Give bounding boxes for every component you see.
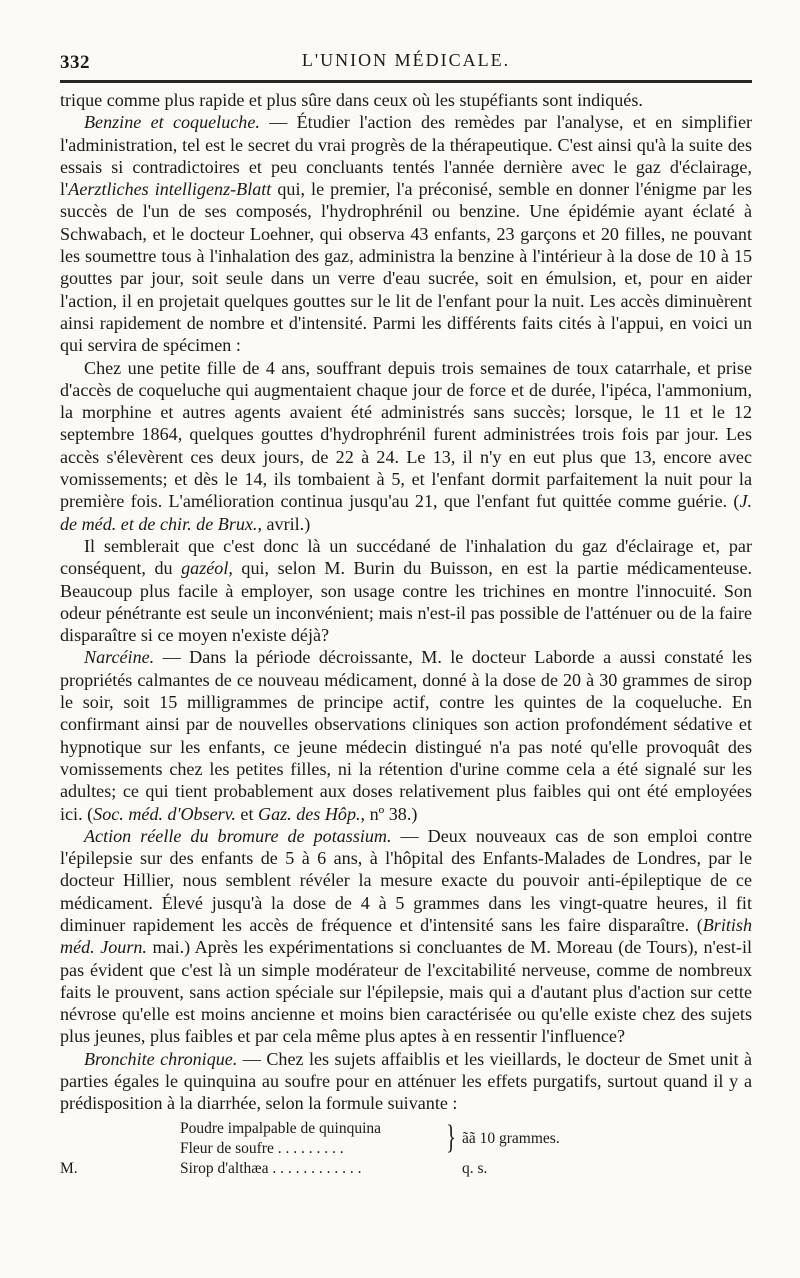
paragraph [60,646,752,824]
italic-text: Bronchite chronique. [84,1048,238,1069]
text-run: — Chez les sujets affaiblis et les vieillards, le docteur de Smet unit à parties égales le quinquina au soufre pour en atténuer les effets purgatifs, surtout quand il y a prédisposition à la diarrhée, selon la formule suivante : [60,1048,752,1114]
prescription-formula [60,1119,752,1179]
formula-ingredient: Fleur de soufre . . . . . . . . . [180,1139,344,1157]
text-run: , nº 38.) [360,803,418,824]
italic-text: Narcéine. [84,647,155,668]
italic-text: Action réelle du bromure de potassium. [84,825,392,846]
text-run: Il semblerait que c'est donc là un succédané de l'inhalation du gaz d'éclairage et, par conséquent, du [60,535,752,579]
paragraph [60,111,752,356]
paragraph [60,825,752,1048]
italic-text: British méd. Journ. [60,914,752,958]
text-run: qui, selon M. Burin du Buisson, en est la partie médicamenteuse. Beaucoup plus facile à employer, son usage contre les trichines en montre l'innocuité. Son odeur pénétrante est seule un inconvénient; mais n'est-il pas possible de l'atténuer ou de la faire disparaître si ce moyen n'existe déjà? [60,558,752,646]
text-run: mai.) Après les expérimentations si concluantes de M. Moreau (de Tours), n'est-il pas évident que c'est là un simple modérateur de l'excitabilité nerveuse, comme de nombreux faits le prouvent, sans action spéciale sur l'épilepsie, mais qui a d'autant plus d'action sur cette névrose qu'elle est moins ancienne et moins bien caractérisée ou qu'elle existe chez des sujets plus jeunes, plus faibles et par cela même plus aptes à en ressentir l'influence? [60,937,752,1047]
page-number: 332 [60,52,90,73]
formula-label: M. [60,1159,78,1177]
text-run: Chez une petite fille de 4 ans, souffrant depuis trois semaines de toux catarrhale, et prise d'accès de coqueluche qui augmentaient chaque jour de force et de durée, l'ipéca, l'ammonium, la morphine et autres agents avaient été administrés sans succès; lorsque, le 11 et le 12 septembre 1864, quelques gouttes d'hydrophrénil furent administrées trois fois par jour. Les accès s'élevèrent ces deux jours, de 22 à 24. Le 13, il n'y en eut plus que 13, encore avec vomissements; et dès le 14, ils tombaient à 5, et l'enfant dormit parfaitement la nuit pour la première fois. L'amélioration continua jusqu'au 21, que l'enfant fut quittée comme guérie. ( [60,357,752,512]
formula-quantity: q. s. [462,1159,488,1177]
text-run: — Étudier l'action des remèdes par l'analyse, et en simplifier l'administration, tel est le secret du vrai progrès de la thérapeutique. C'est ainsi qu'à la suite des essais si contradictoires et peu concluants tentés l'année dernière avec le gaz d'éclairage, l' [60,112,752,200]
paragraph [60,1048,752,1115]
text-run: — Dans la période décroissante, M. le docteur Laborde a aussi constaté les propriétés calmantes de ce nouveau médicament, donné à la dose de 20 à 30 grammes de sirop le soir, soit 15 milligrammes de principe actif, contre les quintes de la coqueluche. En confirmant ainsi par de nouvelles observations cliniques son action profondément sédative et hypnotique sur les enfants, ce jeune médecin distingué n'a pas noté qu'elle provoquât des vomissements chez les petites filles, ni la rétention d'urine comme cela a été signalé sur les adultes; ce qui tient probablement aux doses relativement plus faibles qui ont été employées ici. ( [60,647,752,824]
formula-ingredient: Poudre impalpable de quinquina [180,1119,382,1137]
paragraph [60,535,752,646]
italic-text: Soc. méd. d'Observ. [93,803,236,824]
formula-quantity: ãã 10 grammes. [462,1129,560,1147]
article-body [60,89,752,1115]
italic-text: J. de méd. et de chir. de Brux. [60,491,752,534]
formula-brace: } [446,1118,456,1156]
text-run: et [235,803,258,824]
formula-ingredient: Sirop d'althæa . . . . . . . . . . . . [180,1159,362,1177]
text-run: qui, le premier, l'a préconisé, semble en donner l'énigme par les succès de l'un de ses composés, l'hydrophrénil ou benzine. Une épidémie ayant éclaté à Schwabach, et le docteur Loehner, qui observa 43 enfants, 23 garçons et 20 filles, ne pouvant les soumettre tous à l'inhalation des gaz, administra la benzine à l'intérieur à la dose de 10 à 15 gouttes par jour, soit seule dans un verre d'eau sucrée, soit en émulsion, et, pour en aider l'action, il en projetait quelques gouttes sur le lit de l'enfant pour la nuit. Les accès diminuèrent ainsi rapidement de nombre et d'intensité. Parmi les différents faits cités à l'appui, en voici un qui servira de spécimen : [60,179,752,356]
header-rule [60,80,752,83]
text-run: , avril.) [257,513,311,534]
italic-text: Aerztliches intelligenz-Blatt [68,179,272,200]
text-run: trique comme plus rapide et plus sûre dans ceux où les stupéfiants sont indiqués. [60,90,643,110]
text-run: — Deux nouveaux cas de son emploi contre l'épilepsie sur des enfants de 5 à 6 ans, à l'hôpital des Enfants-Malades de Londres, par le docteur Hillier, nous semblent révéler la mesure exacte du pouvoir anti-épileptique de ce médicament. Élevé jusqu'à la dose de 4 à 5 grammes dans les vingt-quatre heures, il fit diminuer rapidement les accès de fréquence et d'intensité sans les faire disparaître. ( [60,825,752,935]
page-header [60,40,752,76]
italic-text: Gaz. des Hôp. [258,803,361,824]
italic-text: Benzine et coqueluche. [84,112,260,133]
italic-text: gazéol, [181,558,233,579]
paragraph [60,89,752,111]
running-title: L'UNION MÉDICALE. [301,50,511,70]
paragraph [60,357,752,535]
